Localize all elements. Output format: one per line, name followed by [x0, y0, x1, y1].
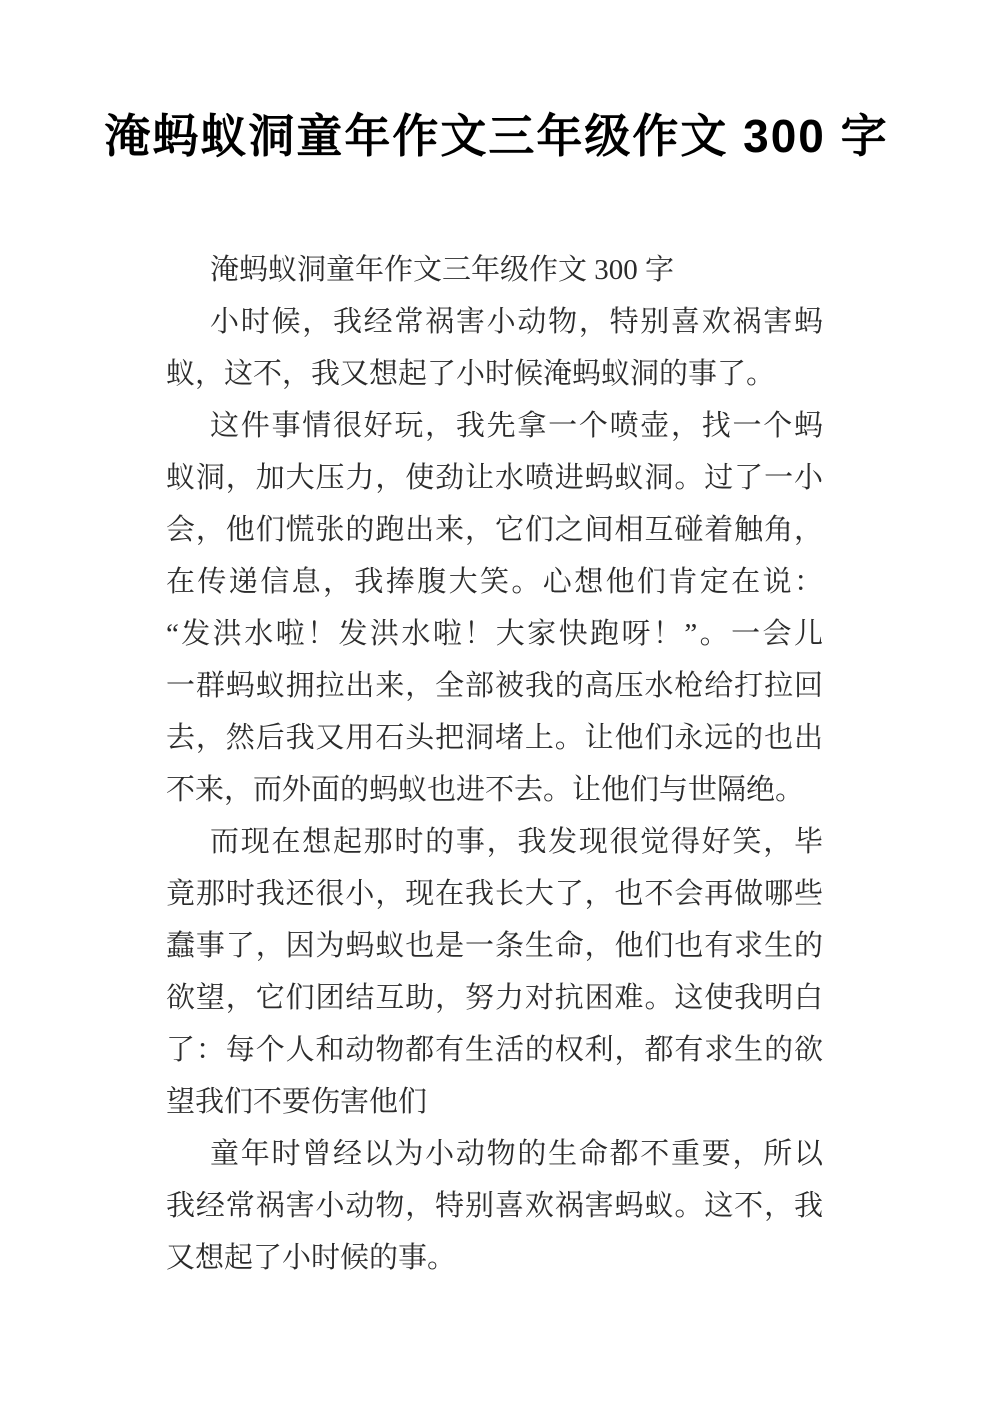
text-line: 又想起了小时候的事。: [166, 1242, 457, 1274]
text-line: 望我们不要伤害他们: [166, 1086, 428, 1118]
text-line: 了：每个人和动物都有生活的权利，都有求生的欲: [166, 1034, 823, 1066]
text-line: 这件事情很好玩，我先拿一个喷壶，找一个蚂: [210, 410, 823, 442]
text-line: 童年时曾经以为小动物的生命都不重要，所以: [210, 1138, 823, 1170]
text-line: 蚁，这不，我又想起了小时候淹蚂蚁洞的事了。: [166, 358, 776, 390]
text-line: 竟那时我还很小，现在我长大了，也不会再做哪些: [166, 878, 823, 910]
text-line: 蚁洞，加大压力，使劲让水喷进蚂蚁洞。过了一小: [166, 462, 823, 494]
text-line: “发洪水啦！发洪水啦！大家快跑呀！”。一会儿: [166, 618, 823, 650]
text-line: 淹蚂蚁洞童年作文三年级作文 300 字: [210, 254, 675, 286]
text-line: 我经常祸害小动物，特别喜欢祸害蚂蚁。这不，我: [166, 1190, 823, 1222]
text-line: 欲望，它们团结互助，努力对抗困难。这使我明白: [166, 982, 823, 1014]
text-line: 一群蚂蚁拥拉出来，全部被我的高压水枪给打拉回: [166, 670, 823, 702]
document-body: [0, 244, 993, 1284]
text-line: 在传递信息，我捧腹大笑。心想他们肯定在说：: [166, 566, 823, 598]
text-line: 不来，而外面的蚂蚁也进不去。让他们与世隔绝。: [166, 774, 805, 806]
text-line: 而现在想起那时的事，我发现很觉得好笑，毕: [210, 826, 823, 858]
text-line: 会，他们慌张的跑出来，它们之间相互碰着触角，: [166, 514, 823, 546]
text-line: 小时候，我经常祸害小动物，特别喜欢祸害蚂: [210, 306, 823, 338]
text-line: 蠢事了，因为蚂蚁也是一条生命，他们也有求生的: [166, 930, 823, 962]
text-line: 去，然后我又用石头把洞堵上。让他们永远的也出: [166, 722, 823, 754]
document-title: 淹蚂蚁洞童年作文三年级作文 300 字: [104, 110, 889, 162]
